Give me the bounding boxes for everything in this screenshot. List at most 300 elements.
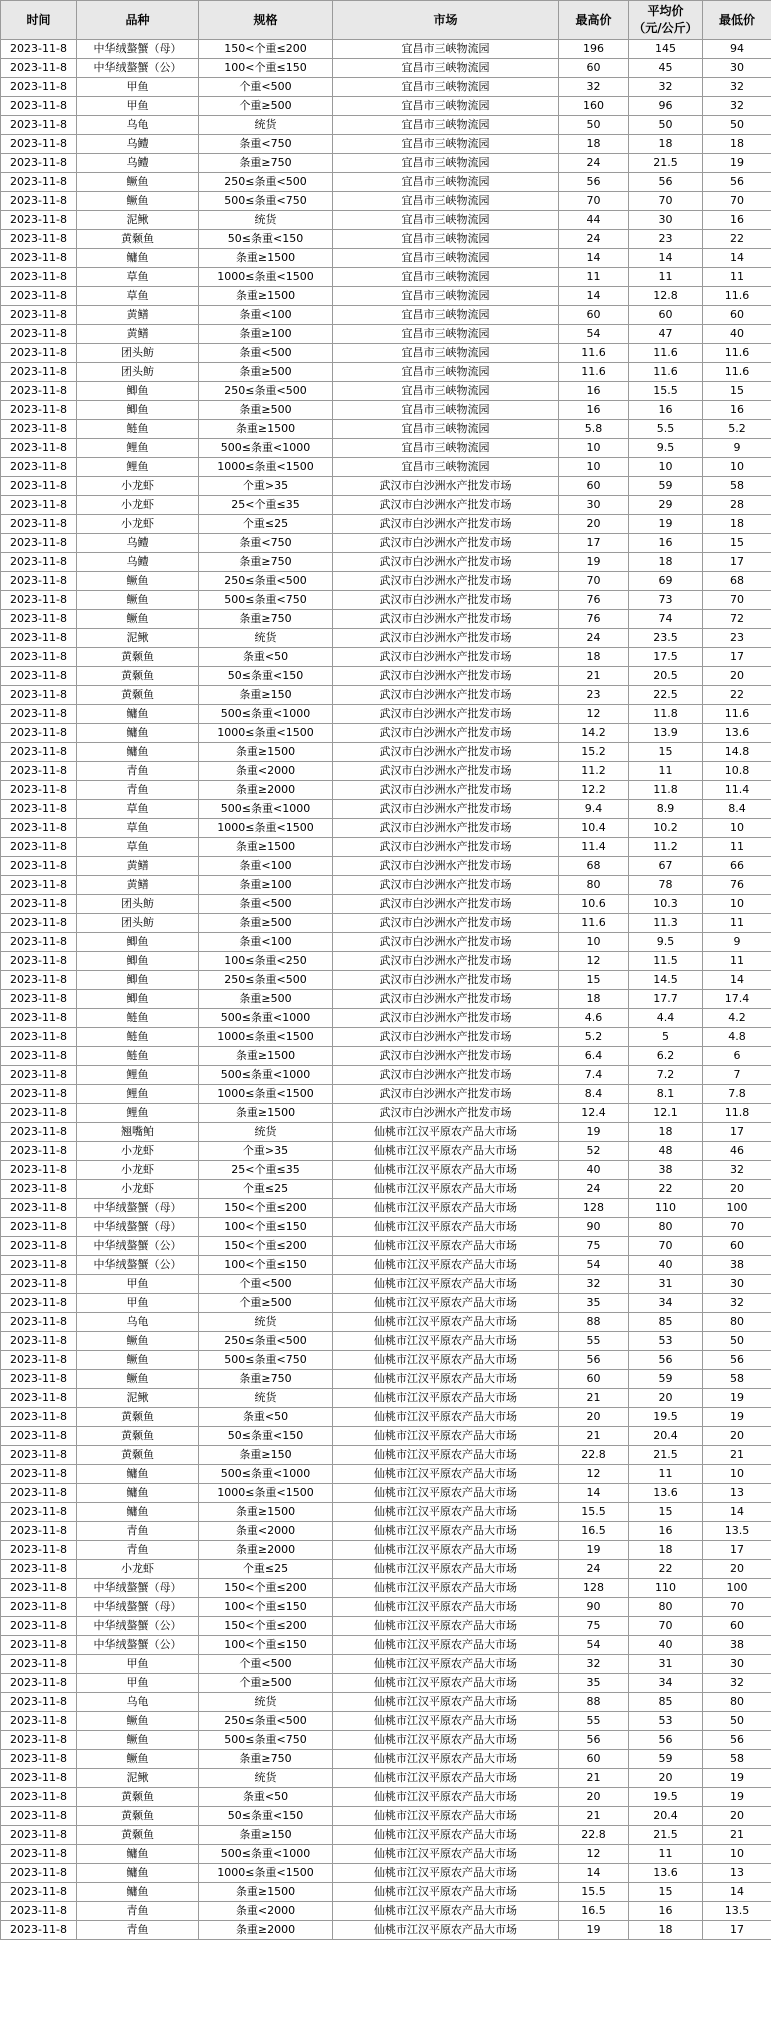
cell-avg: 15.5 <box>629 382 703 401</box>
cell-market: 武汉市白沙洲水产批发市场 <box>333 629 559 648</box>
cell-market: 宜昌市三峡物流园 <box>333 325 559 344</box>
cell-low: 7.8 <box>703 1085 771 1104</box>
cell-time: 2023-11-8 <box>1 1921 77 1940</box>
cell-avg: 20.4 <box>629 1807 703 1826</box>
cell-high: 11.6 <box>559 363 629 382</box>
cell-spec: 条重≥750 <box>199 1370 333 1389</box>
cell-low: 11.6 <box>703 344 771 363</box>
cell-variety: 青鱼 <box>77 1902 199 1921</box>
cell-variety: 鳜鱼 <box>77 173 199 192</box>
cell-variety: 甲鱼 <box>77 1275 199 1294</box>
table-row <box>1 1560 771 1579</box>
table-row <box>1 1731 771 1750</box>
cell-high: 5.2 <box>559 1028 629 1047</box>
cell-time: 2023-11-8 <box>1 1465 77 1484</box>
cell-market: 宜昌市三峡物流园 <box>333 344 559 363</box>
cell-low: 11 <box>703 268 771 287</box>
cell-market: 仙桃市江汉平原农产品大市场 <box>333 1674 559 1693</box>
cell-low: 19 <box>703 1769 771 1788</box>
cell-low: 56 <box>703 1731 771 1750</box>
cell-avg: 22 <box>629 1180 703 1199</box>
table-row <box>1 762 771 781</box>
cell-variety: 鳙鱼 <box>77 705 199 724</box>
cell-time: 2023-11-8 <box>1 876 77 895</box>
cell-spec: 条重≥750 <box>199 553 333 572</box>
cell-high: 68 <box>559 857 629 876</box>
cell-spec: 1000≤条重<1500 <box>199 724 333 743</box>
cell-spec: 500≤条重<750 <box>199 1731 333 1750</box>
table-row <box>1 1085 771 1104</box>
cell-avg: 22 <box>629 1560 703 1579</box>
cell-spec: 条重<750 <box>199 135 333 154</box>
cell-spec: 1000≤条重<1500 <box>199 1028 333 1047</box>
cell-variety: 中华绒螯蟹（母） <box>77 1579 199 1598</box>
cell-low: 13.6 <box>703 724 771 743</box>
cell-time: 2023-11-8 <box>1 1256 77 1275</box>
cell-spec: 个重≤25 <box>199 1560 333 1579</box>
cell-high: 55 <box>559 1332 629 1351</box>
cell-time: 2023-11-8 <box>1 743 77 762</box>
cell-high: 14 <box>559 1864 629 1883</box>
cell-variety: 鳜鱼 <box>77 1332 199 1351</box>
cell-high: 8.4 <box>559 1085 629 1104</box>
cell-spec: 条重≥500 <box>199 363 333 382</box>
cell-market: 仙桃市江汉平原农产品大市场 <box>333 1750 559 1769</box>
table-row <box>1 515 771 534</box>
cell-low: 18 <box>703 515 771 534</box>
cell-high: 24 <box>559 1560 629 1579</box>
table-row <box>1 1294 771 1313</box>
cell-low: 22 <box>703 230 771 249</box>
cell-spec: 500≤条重<1000 <box>199 800 333 819</box>
cell-avg: 21.5 <box>629 1826 703 1845</box>
cell-avg: 16 <box>629 1522 703 1541</box>
cell-spec: 条重<100 <box>199 933 333 952</box>
cell-low: 17 <box>703 553 771 572</box>
cell-avg: 85 <box>629 1693 703 1712</box>
cell-high: 11.6 <box>559 914 629 933</box>
cell-spec: 250≤条重<500 <box>199 572 333 591</box>
cell-time: 2023-11-8 <box>1 1541 77 1560</box>
cell-high: 60 <box>559 1370 629 1389</box>
cell-time: 2023-11-8 <box>1 97 77 116</box>
cell-low: 56 <box>703 173 771 192</box>
table-row <box>1 705 771 724</box>
cell-market: 仙桃市江汉平原农产品大市场 <box>333 1807 559 1826</box>
cell-high: 15.5 <box>559 1883 629 1902</box>
cell-avg: 110 <box>629 1199 703 1218</box>
table-row <box>1 895 771 914</box>
cell-spec: 150<个重≤200 <box>199 1579 333 1598</box>
cell-variety: 青鱼 <box>77 1522 199 1541</box>
cell-market: 宜昌市三峡物流园 <box>333 382 559 401</box>
cell-high: 60 <box>559 59 629 78</box>
cell-variety: 甲鱼 <box>77 1294 199 1313</box>
cell-low: 11.8 <box>703 1104 771 1123</box>
cell-time: 2023-11-8 <box>1 933 77 952</box>
cell-high: 18 <box>559 648 629 667</box>
cell-low: 100 <box>703 1579 771 1598</box>
cell-high: 52 <box>559 1142 629 1161</box>
cell-time: 2023-11-8 <box>1 1636 77 1655</box>
cell-time: 2023-11-8 <box>1 1218 77 1237</box>
cell-spec: 250≤条重<500 <box>199 971 333 990</box>
cell-spec: 250≤条重<500 <box>199 1712 333 1731</box>
cell-variety: 鳜鱼 <box>77 1750 199 1769</box>
table-row <box>1 1028 771 1047</box>
cell-variety: 鲫鱼 <box>77 401 199 420</box>
cell-variety: 黄鳝 <box>77 876 199 895</box>
cell-time: 2023-11-8 <box>1 59 77 78</box>
cell-low: 14.8 <box>703 743 771 762</box>
table-row <box>1 1351 771 1370</box>
cell-variety: 小龙虾 <box>77 1142 199 1161</box>
cell-avg: 11 <box>629 762 703 781</box>
cell-low: 80 <box>703 1693 771 1712</box>
cell-avg: 7.2 <box>629 1066 703 1085</box>
cell-time: 2023-11-8 <box>1 1845 77 1864</box>
cell-low: 16 <box>703 211 771 230</box>
cell-variety: 鳜鱼 <box>77 1370 199 1389</box>
cell-high: 10.6 <box>559 895 629 914</box>
table-header <box>1 1 771 40</box>
table-row <box>1 230 771 249</box>
cell-spec: 个重≤25 <box>199 1180 333 1199</box>
cell-time: 2023-11-8 <box>1 1313 77 1332</box>
table-row <box>1 192 771 211</box>
table-row <box>1 1598 771 1617</box>
cell-low: 20 <box>703 667 771 686</box>
cell-spec: 50≤条重<150 <box>199 667 333 686</box>
cell-time: 2023-11-8 <box>1 800 77 819</box>
cell-high: 70 <box>559 192 629 211</box>
cell-market: 仙桃市江汉平原农产品大市场 <box>333 1313 559 1332</box>
cell-time: 2023-11-8 <box>1 477 77 496</box>
cell-low: 19 <box>703 1389 771 1408</box>
cell-avg: 59 <box>629 1750 703 1769</box>
cell-variety: 乌龟 <box>77 1693 199 1712</box>
cell-market: 仙桃市江汉平原农产品大市场 <box>333 1161 559 1180</box>
cell-market: 仙桃市江汉平原农产品大市场 <box>333 1845 559 1864</box>
cell-high: 5.8 <box>559 420 629 439</box>
cell-spec: 500≤条重<1000 <box>199 439 333 458</box>
cell-market: 仙桃市江汉平原农产品大市场 <box>333 1788 559 1807</box>
table-row <box>1 458 771 477</box>
cell-variety: 翘嘴鲌 <box>77 1123 199 1142</box>
cell-variety: 黄颡鱼 <box>77 1408 199 1427</box>
cell-low: 38 <box>703 1256 771 1275</box>
cell-time: 2023-11-8 <box>1 1237 77 1256</box>
cell-high: 54 <box>559 325 629 344</box>
cell-time: 2023-11-8 <box>1 363 77 382</box>
cell-spec: 500≤条重<1000 <box>199 1845 333 1864</box>
cell-time: 2023-11-8 <box>1 1009 77 1028</box>
cell-time: 2023-11-8 <box>1 1826 77 1845</box>
table-row <box>1 496 771 515</box>
cell-avg: 15 <box>629 743 703 762</box>
table-row <box>1 287 771 306</box>
cell-spec: 条重≥1500 <box>199 287 333 306</box>
table-row <box>1 1142 771 1161</box>
cell-low: 10 <box>703 819 771 838</box>
cell-high: 16 <box>559 382 629 401</box>
cell-market: 仙桃市江汉平原农产品大市场 <box>333 1712 559 1731</box>
cell-market: 宜昌市三峡物流园 <box>333 458 559 477</box>
table-row <box>1 363 771 382</box>
cell-variety: 黄颡鱼 <box>77 230 199 249</box>
cell-market: 武汉市白沙洲水产批发市场 <box>333 496 559 515</box>
cell-low: 17 <box>703 648 771 667</box>
table-row <box>1 1427 771 1446</box>
cell-high: 24 <box>559 230 629 249</box>
cell-spec: 条重≥1500 <box>199 743 333 762</box>
cell-market: 仙桃市江汉平原农产品大市场 <box>333 1598 559 1617</box>
cell-variety: 中华绒螯蟹（公） <box>77 59 199 78</box>
cell-variety: 甲鱼 <box>77 1674 199 1693</box>
cell-avg: 23 <box>629 230 703 249</box>
cell-time: 2023-11-8 <box>1 1294 77 1313</box>
cell-low: 23 <box>703 629 771 648</box>
cell-avg: 18 <box>629 1541 703 1560</box>
cell-low: 13.5 <box>703 1522 771 1541</box>
cell-time: 2023-11-8 <box>1 268 77 287</box>
cell-spec: 50≤条重<150 <box>199 1807 333 1826</box>
cell-time: 2023-11-8 <box>1 1484 77 1503</box>
cell-low: 20 <box>703 1180 771 1199</box>
cell-low: 32 <box>703 1294 771 1313</box>
table-row <box>1 800 771 819</box>
cell-high: 6.4 <box>559 1047 629 1066</box>
cell-time: 2023-11-8 <box>1 762 77 781</box>
table-row <box>1 743 771 762</box>
table-row <box>1 1655 771 1674</box>
cell-spec: 1000≤条重<1500 <box>199 1085 333 1104</box>
cell-variety: 鲫鱼 <box>77 382 199 401</box>
cell-market: 武汉市白沙洲水产批发市场 <box>333 895 559 914</box>
cell-avg: 15 <box>629 1503 703 1522</box>
cell-spec: 条重<100 <box>199 306 333 325</box>
cell-market: 宜昌市三峡物流园 <box>333 154 559 173</box>
table-row <box>1 1579 771 1598</box>
cell-market: 宜昌市三峡物流园 <box>333 97 559 116</box>
cell-spec: 条重≥2000 <box>199 1921 333 1940</box>
cell-low: 70 <box>703 192 771 211</box>
cell-variety: 鳜鱼 <box>77 192 199 211</box>
cell-avg: 53 <box>629 1332 703 1351</box>
cell-spec: 条重<50 <box>199 1788 333 1807</box>
cell-time: 2023-11-8 <box>1 458 77 477</box>
cell-avg: 8.1 <box>629 1085 703 1104</box>
cell-market: 武汉市白沙洲水产批发市场 <box>333 952 559 971</box>
cell-time: 2023-11-8 <box>1 1788 77 1807</box>
cell-low: 19 <box>703 154 771 173</box>
cell-high: 50 <box>559 116 629 135</box>
cell-low: 50 <box>703 1332 771 1351</box>
cell-time: 2023-11-8 <box>1 382 77 401</box>
cell-variety: 草鱼 <box>77 800 199 819</box>
cell-high: 16 <box>559 401 629 420</box>
cell-market: 武汉市白沙洲水产批发市场 <box>333 572 559 591</box>
cell-variety: 鲤鱼 <box>77 1085 199 1104</box>
table-row <box>1 1180 771 1199</box>
cell-variety: 黄颡鱼 <box>77 1427 199 1446</box>
cell-spec: 条重≥750 <box>199 1750 333 1769</box>
cell-market: 仙桃市江汉平原农产品大市场 <box>333 1218 559 1237</box>
cell-high: 60 <box>559 477 629 496</box>
cell-avg: 4.4 <box>629 1009 703 1028</box>
cell-time: 2023-11-8 <box>1 344 77 363</box>
cell-avg: 69 <box>629 572 703 591</box>
cell-avg: 10.2 <box>629 819 703 838</box>
cell-spec: 100<个重≤150 <box>199 1218 333 1237</box>
cell-low: 14 <box>703 249 771 268</box>
table-row <box>1 1123 771 1142</box>
cell-avg: 11.3 <box>629 914 703 933</box>
table-row <box>1 724 771 743</box>
cell-market: 宜昌市三峡物流园 <box>333 363 559 382</box>
cell-variety: 黄颡鱼 <box>77 667 199 686</box>
cell-market: 武汉市白沙洲水产批发市场 <box>333 781 559 800</box>
cell-avg: 13.6 <box>629 1484 703 1503</box>
cell-spec: 25<个重≤35 <box>199 496 333 515</box>
table-row <box>1 591 771 610</box>
cell-market: 仙桃市江汉平原农产品大市场 <box>333 1769 559 1788</box>
cell-time: 2023-11-8 <box>1 724 77 743</box>
table-row <box>1 1199 771 1218</box>
cell-time: 2023-11-8 <box>1 78 77 97</box>
cell-variety: 小龙虾 <box>77 1180 199 1199</box>
cell-high: 56 <box>559 173 629 192</box>
cell-high: 18 <box>559 135 629 154</box>
cell-market: 宜昌市三峡物流园 <box>333 439 559 458</box>
cell-avg: 32 <box>629 78 703 97</box>
cell-variety: 鳜鱼 <box>77 1712 199 1731</box>
cell-variety: 乌鳢 <box>77 553 199 572</box>
cell-avg: 13.9 <box>629 724 703 743</box>
cell-spec: 个重≥500 <box>199 1294 333 1313</box>
cell-low: 11.4 <box>703 781 771 800</box>
cell-avg: 20.4 <box>629 1427 703 1446</box>
cell-market: 仙桃市江汉平原农产品大市场 <box>333 1636 559 1655</box>
header-market: 市场 <box>333 1 559 40</box>
cell-variety: 鲫鱼 <box>77 952 199 971</box>
cell-low: 10 <box>703 895 771 914</box>
cell-avg: 21.5 <box>629 1446 703 1465</box>
cell-avg: 16 <box>629 1902 703 1921</box>
cell-high: 20 <box>559 515 629 534</box>
table-row <box>1 1826 771 1845</box>
cell-high: 10 <box>559 933 629 952</box>
cell-variety: 小龙虾 <box>77 496 199 515</box>
cell-low: 19 <box>703 1788 771 1807</box>
cell-avg: 40 <box>629 1636 703 1655</box>
cell-low: 10 <box>703 1845 771 1864</box>
cell-high: 75 <box>559 1617 629 1636</box>
cell-variety: 团头鲂 <box>77 914 199 933</box>
cell-avg: 18 <box>629 553 703 572</box>
cell-high: 32 <box>559 1655 629 1674</box>
cell-variety: 中华绒螯蟹（公） <box>77 1256 199 1275</box>
cell-time: 2023-11-8 <box>1 1351 77 1370</box>
cell-low: 4.8 <box>703 1028 771 1047</box>
table-row <box>1 1484 771 1503</box>
table-row <box>1 401 771 420</box>
cell-variety: 鳜鱼 <box>77 1731 199 1750</box>
cell-time: 2023-11-8 <box>1 1104 77 1123</box>
cell-market: 仙桃市江汉平原农产品大市场 <box>333 1541 559 1560</box>
cell-spec: 50≤条重<150 <box>199 230 333 249</box>
table-row <box>1 135 771 154</box>
cell-avg: 20 <box>629 1769 703 1788</box>
cell-variety: 草鱼 <box>77 819 199 838</box>
cell-spec: 条重<50 <box>199 1408 333 1427</box>
cell-time: 2023-11-8 <box>1 1522 77 1541</box>
cell-low: 58 <box>703 1750 771 1769</box>
cell-time: 2023-11-8 <box>1 1674 77 1693</box>
cell-high: 32 <box>559 78 629 97</box>
cell-low: 17 <box>703 1541 771 1560</box>
cell-spec: 条重≥1500 <box>199 249 333 268</box>
cell-high: 76 <box>559 591 629 610</box>
cell-avg: 48 <box>629 1142 703 1161</box>
cell-high: 14 <box>559 287 629 306</box>
cell-market: 仙桃市江汉平原农产品大市场 <box>333 1883 559 1902</box>
table-row <box>1 857 771 876</box>
cell-low: 11.6 <box>703 363 771 382</box>
cell-variety: 泥鳅 <box>77 629 199 648</box>
cell-variety: 鳙鱼 <box>77 1484 199 1503</box>
table-row <box>1 1769 771 1788</box>
cell-high: 30 <box>559 496 629 515</box>
cell-market: 武汉市白沙洲水产批发市场 <box>333 1066 559 1085</box>
cell-high: 11.4 <box>559 838 629 857</box>
cell-spec: 条重<2000 <box>199 1522 333 1541</box>
cell-spec: 100<个重≤150 <box>199 59 333 78</box>
table-row <box>1 648 771 667</box>
cell-avg: 5.5 <box>629 420 703 439</box>
cell-variety: 鳙鱼 <box>77 1864 199 1883</box>
cell-low: 10 <box>703 1465 771 1484</box>
cell-time: 2023-11-8 <box>1 325 77 344</box>
cell-high: 15.2 <box>559 743 629 762</box>
cell-avg: 34 <box>629 1294 703 1313</box>
cell-spec: 个重<500 <box>199 1275 333 1294</box>
cell-variety: 鲫鱼 <box>77 933 199 952</box>
cell-avg: 20 <box>629 1389 703 1408</box>
cell-market: 仙桃市江汉平原农产品大市场 <box>333 1522 559 1541</box>
cell-time: 2023-11-8 <box>1 572 77 591</box>
cell-market: 武汉市白沙洲水产批发市场 <box>333 990 559 1009</box>
cell-low: 9 <box>703 933 771 952</box>
table-row <box>1 1636 771 1655</box>
cell-high: 21 <box>559 1807 629 1826</box>
cell-spec: 1000≤条重<1500 <box>199 458 333 477</box>
cell-market: 武汉市白沙洲水产批发市场 <box>333 534 559 553</box>
table-row <box>1 1541 771 1560</box>
cell-variety: 鳙鱼 <box>77 249 199 268</box>
cell-high: 12 <box>559 952 629 971</box>
cell-time: 2023-11-8 <box>1 648 77 667</box>
cell-avg: 78 <box>629 876 703 895</box>
header-spec: 规格 <box>199 1 333 40</box>
cell-variety: 中华绒螯蟹（公） <box>77 1237 199 1256</box>
cell-market: 宜昌市三峡物流园 <box>333 78 559 97</box>
cell-market: 武汉市白沙洲水产批发市场 <box>333 1085 559 1104</box>
table-row <box>1 1712 771 1731</box>
table-row <box>1 534 771 553</box>
cell-spec: 统货 <box>199 1313 333 1332</box>
cell-market: 宜昌市三峡物流园 <box>333 306 559 325</box>
